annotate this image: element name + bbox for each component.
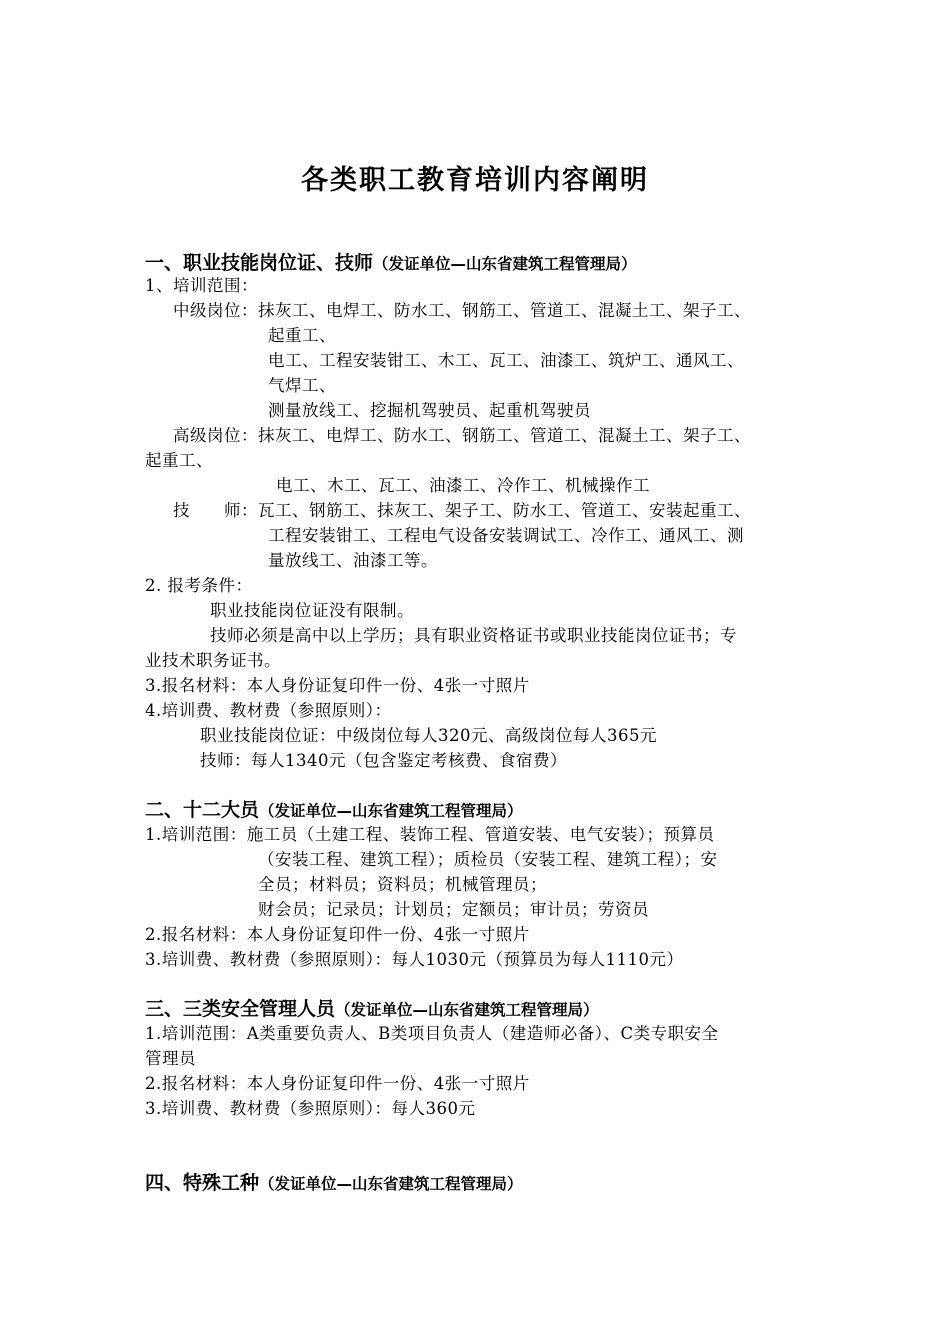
text-line: 管理员 xyxy=(145,1049,196,1068)
issuer-note: （发证单位—山东省建筑工程管理局） xyxy=(259,802,523,820)
section-heading-3 xyxy=(145,996,599,1023)
section-title: 一、职业技能岗位证、技师 xyxy=(145,252,374,274)
text-line: 电工、工程安装钳工、木工、瓦工、油漆工、筑炉工、通风工、 xyxy=(268,351,744,370)
text-line: 量放线工、油漆工等。 xyxy=(268,551,438,570)
section-heading-1 xyxy=(145,250,637,277)
section-heading-4 xyxy=(145,1170,523,1197)
text-line: 技 师：瓦工、钢筋工、抹灰工、架子工、防水工、管道工、安装起重工、 xyxy=(173,501,751,520)
text-line: 1、培训范围： xyxy=(145,276,258,295)
text-line: 1.培训范围：施工员（土建工程、装饰工程、管道安装、电气安装）；预算员 xyxy=(145,825,715,844)
text-line: 2.报名材料：本人身份证复印件一份、4张一寸照片 xyxy=(145,1074,530,1093)
text-line: 2.报名材料：本人身份证复印件一份、4张一寸照片 xyxy=(145,925,530,944)
text-line: 职业技能岗位证：中级岗位每人320元、高级岗位每人365元 xyxy=(200,726,657,745)
text-line: 业技术职务证书。 xyxy=(145,651,281,670)
document-title: 各类职工教育培训内容阐明 xyxy=(301,165,649,196)
text-line: 技师必须是高中以上学历；具有职业资格证书或职业技能岗位证书；专 xyxy=(210,626,737,645)
text-line: 电工、木工、瓦工、油漆工、冷作工、机械操作工 xyxy=(276,476,650,495)
section-heading-2 xyxy=(145,797,523,824)
text-line: 气焊工、 xyxy=(268,376,336,395)
text-line: 1.培训范围：A类重要负责人、B类项目负责人（建造师必备）、C类专职安全 xyxy=(145,1024,719,1043)
section-title: 三、三类安全管理人员 xyxy=(145,998,336,1020)
text-line: 中级岗位：抹灰工、电焊工、防水工、钢筋工、管道工、混凝土工、架子工、 xyxy=(173,301,751,320)
text-line: 技师：每人1340元（包含鉴定考核费、食宿费） xyxy=(200,751,567,770)
issuer-note: （发证单位—山东省建筑工程管理局） xyxy=(373,255,637,273)
section-title: 二、十二大员 xyxy=(145,799,260,821)
text-line: 起重工、 xyxy=(268,326,336,345)
issuer-note: （发证单位—山东省建筑工程管理局） xyxy=(335,1001,599,1019)
text-line: 3.培训费、教材费（参照原则）：每人360元 xyxy=(145,1099,476,1118)
text-line: 3.培训费、教材费（参照原则）：每人1030元（预算员为每人1110元） xyxy=(145,950,684,969)
text-line: 全员；材料员；资料员；机械管理员； xyxy=(258,875,547,894)
text-line: 工程安装钳工、工程电气设备安装调试工、冷作工、通风工、测 xyxy=(268,526,744,545)
issuer-note: （发证单位—山东省建筑工程管理局） xyxy=(259,1175,523,1193)
text-line: 高级岗位：抹灰工、电焊工、防水工、钢筋工、管道工、混凝土工、架子工、 xyxy=(173,426,751,445)
text-line: 3.报名材料：本人身份证复印件一份、4张一寸照片 xyxy=(145,676,530,695)
text-line: 2. 报考条件： xyxy=(145,576,253,595)
section-title: 四、特殊工种 xyxy=(145,1172,260,1194)
text-line: 起重工、 xyxy=(145,451,213,470)
text-line: 测量放线工、挖掘机驾驶员、起重机驾驶员 xyxy=(268,401,591,420)
text-line: （安装工程、建筑工程）；质检员（安装工程、建筑工程）；安 xyxy=(258,850,718,869)
text-line: 4.培训费、教材费（参照原则）： xyxy=(145,701,392,720)
text-line: 财会员；记录员；计划员；定额员；审计员；劳资员 xyxy=(258,900,649,919)
text-line: 职业技能岗位证没有限制。 xyxy=(210,601,414,620)
